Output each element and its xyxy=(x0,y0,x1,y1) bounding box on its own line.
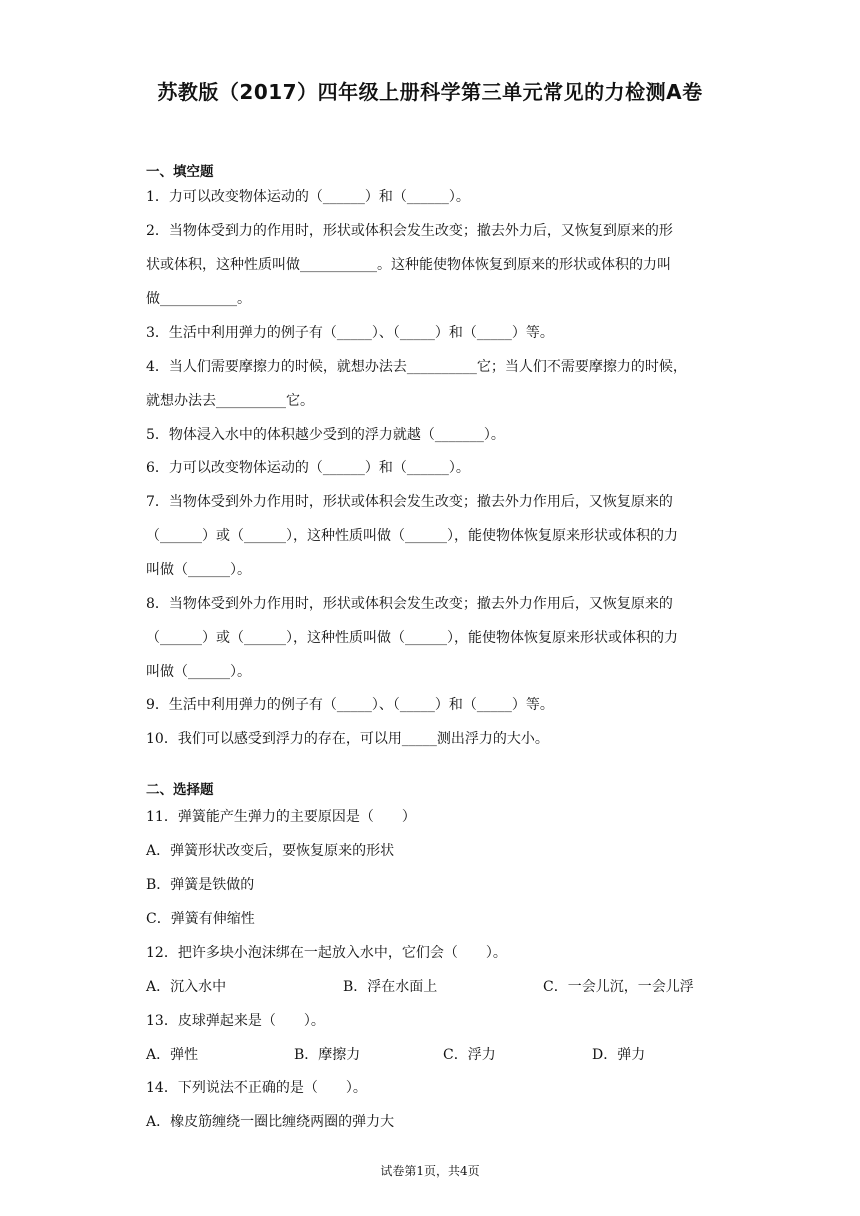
question-14-option-a: A．橡皮筋缠绕一圈比缠绕两圈的弹力大 xyxy=(146,1114,395,1130)
question-12-option-b: B．浮在水面上 xyxy=(343,979,438,995)
page-title: 苏教版（2017）四年级上册科学第三单元常见的力检测A卷 xyxy=(157,80,703,104)
question-8-line-1: 8．当物体受到外力作用时，形状或体积会发生改变；撤去外力作用后，又恢复原来的 xyxy=(146,596,673,612)
question-13-option-a: A．弹性 xyxy=(146,1047,199,1063)
question-3: 3．生活中利用弹力的例子有（_____）、（_____）和（_____）等。 xyxy=(146,325,554,341)
question-10: 10．我们可以感受到浮力的存在，可以用_____测出浮力的大小。 xyxy=(146,731,549,747)
question-7-line-2: （______）或（______），这种性质叫做（______），能使物体恢复原来形状或体积的力 xyxy=(146,528,678,544)
question-1: 1．力可以改变物体运动的（______）和（______）。 xyxy=(146,189,470,205)
question-14: 14．下列说法不正确的是（ ）。 xyxy=(146,1080,367,1096)
question-13-option-b: B．摩擦力 xyxy=(294,1047,361,1063)
question-12-option-c: C．一会儿沉，一会儿浮 xyxy=(543,979,694,995)
question-4-line-1: 4．当人们需要摩擦力的时候，就想办法去__________它；当人们不需要摩擦力的时候， xyxy=(146,359,687,375)
question-5: 5．物体浸入水中的体积越少受到的浮力就越（_______）。 xyxy=(146,427,505,443)
question-6: 6．力可以改变物体运动的（______）和（______）。 xyxy=(146,460,470,476)
section-heading-multiple-choice: 二、选择题 xyxy=(146,782,214,798)
section-heading-fill-in: 一、填空题 xyxy=(146,164,214,180)
question-13: 13．皮球弹起来是（ ）。 xyxy=(146,1013,325,1029)
question-8-line-3: 叫做（______）。 xyxy=(146,664,251,680)
question-9: 9．生活中利用弹力的例子有（_____）、（_____）和（_____）等。 xyxy=(146,697,554,713)
question-11-option-c: C．弹簧有伸缩性 xyxy=(146,911,255,927)
question-12-option-a: A．沉入水中 xyxy=(146,979,227,995)
question-13-option-c: C．浮力 xyxy=(443,1047,496,1063)
question-7-line-1: 7．当物体受到外力作用时，形状或体积会发生改变；撤去外力作用后，又恢复原来的 xyxy=(146,494,673,510)
question-2-line-1: 2．当物体受到力的作用时，形状或体积会发生改变；撤去外力后，又恢复到原来的形 xyxy=(146,223,673,239)
question-4-line-2: 就想办法去__________它。 xyxy=(146,393,314,409)
question-2-line-3: 做___________。 xyxy=(146,291,251,307)
question-11-option-a: A．弹簧形状改变后，要恢复原来的形状 xyxy=(146,843,395,859)
question-13-option-d: D．弹力 xyxy=(592,1047,646,1063)
question-12: 12．把许多块小泡沫绑在一起放入水中，它们会（ ）。 xyxy=(146,945,507,961)
page-footer: 试卷第1页，共4页 xyxy=(380,1164,480,1178)
question-11: 11．弹簧能产生弹力的主要原因是（ ） xyxy=(146,809,416,825)
question-7-line-3: 叫做（______）。 xyxy=(146,562,251,578)
question-2-line-2: 状或体积，这种性质叫做___________。这种能使物体恢复到原来的形状或体积的力叫 xyxy=(146,257,671,273)
question-8-line-2: （______）或（______），这种性质叫做（______），能使物体恢复原来形状或体积的力 xyxy=(146,630,678,646)
question-11-option-b: B．弹簧是铁做的 xyxy=(146,877,255,893)
